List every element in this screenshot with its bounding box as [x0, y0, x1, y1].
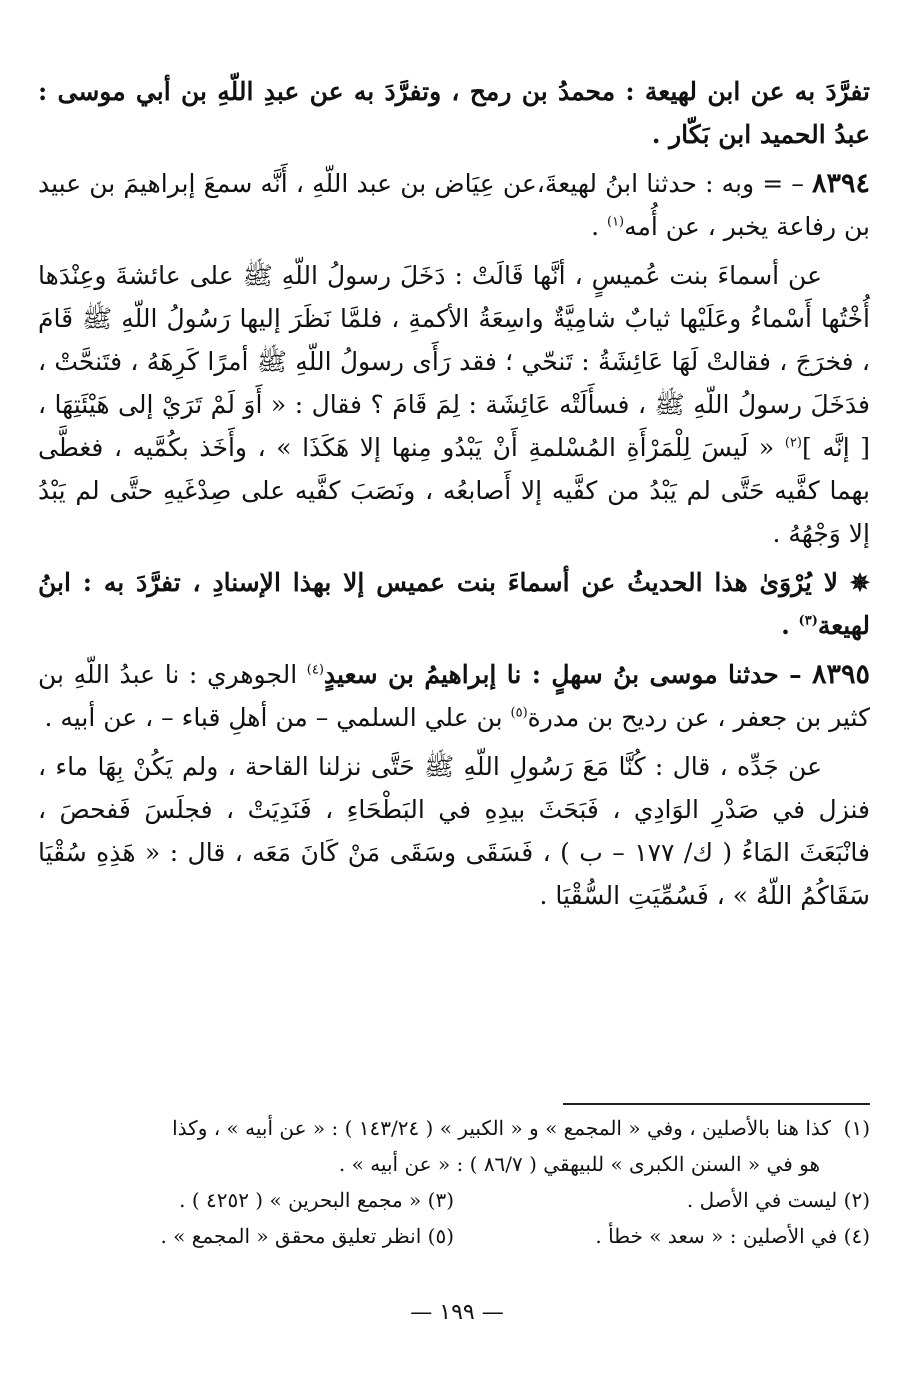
- footnote-separator: [563, 1103, 870, 1105]
- page-body: [38, 70, 870, 923]
- hadith-number: ٨٣٩٤: [811, 168, 870, 199]
- hadith-8394-isnad: [38, 162, 870, 248]
- note-text: لا يُرْوَىٰ هذا الحديثُ عن أسماءَ بنت عميس إلا بهذا الإسنادِ ، تفرَّدَ به : ابنُ لهيعة: [38, 568, 870, 640]
- footnote-row: [38, 1182, 870, 1218]
- footnote-5: (٥) انظر تعليق محقق « المجمع » .: [160, 1224, 454, 1248]
- isnad-text: – = وبه : حدثنا ابنُ لهيعةَ،عن عِيَاض بن عبد اللّهِ ، أَنَّه سمعَ إبراهيمَ بن عبيد بن رفاعة يخبر ، عن أُمه: [38, 169, 870, 241]
- matn-text: عن أسماءَ بنت عُميسٍ ، أنَّها قَالَتْ : دَخَلَ رسولُ اللّهِ ﷺ على عائشةَ وعِنْدَها أُخْتُها أَسْماءُ وعَلَيْها ثيابٌ شامِيَّةٌ واسِعَةُ الأكمةِ ، فلمَّا نَظَرَ إليها رَسُولُ اللّهِ ﷺ قَامَ ، فخرَجَ ، فقالتْ لَهَا عَائِشَةُ : تَنحّي ؛ فقد رَأَى رسولُ اللّهِ ﷺ أمرًا كَرِهَهُ ، فتَنحَّتْ ، فدَخَلَ رسولُ اللّهِ ﷺ ، فسأَلَتْه عَائِشَة : لِمَ قَامَ ؟ فقال : « أَوَ لَمْ تَرَيْ إلى هَيْئَتِهَا ، [ إنَّه ]: [38, 261, 870, 462]
- footnote-1: [38, 1110, 870, 1146]
- editor-note: [38, 561, 870, 647]
- isnad-end: .: [591, 212, 607, 241]
- paragraph-tafarrud: تفرَّدَ به عن ابن لهيعة : محمدُ بن رمح ، وتفرَّدَ به عن عبدِ اللّهِ بن أبي موسى : عبدُ الحميد ابن بَكّار .: [38, 77, 870, 149]
- hadith-8395-isnad: [38, 653, 870, 739]
- isnad-text: – حدثنا موسى بنُ سهلٍ : نا إبراهيمُ بن سعيدٍ: [323, 660, 812, 689]
- footnote-2: (٢) ليست في الأصل .: [686, 1188, 870, 1212]
- footnote-ref: (١): [606, 214, 625, 230]
- footnote-ref: (٣): [798, 613, 818, 629]
- footnote-ref: (٥): [510, 705, 528, 721]
- isnad-text-3: بن علي السلمي – من أهلِ قباء – ، عن أبيه .: [44, 703, 511, 732]
- page-number: — ١٩٩ —: [410, 1300, 504, 1325]
- footnote-ref: (٤): [306, 662, 324, 678]
- footnote-1-cont: هو في « السنن الكبرى » للبيهقي ( ٨٦/٧ ) : « عن أبيه » .: [338, 1152, 820, 1176]
- hadith-number: ٨٣٩٥: [811, 659, 870, 690]
- footnote-4: (٤) في الأصلين : « سعد » خطأ .: [595, 1224, 870, 1248]
- star-icon: ✵: [849, 568, 870, 597]
- footnote-row: [38, 1218, 870, 1254]
- note-end: .: [781, 611, 799, 640]
- matn-rest: « لَيسَ لِلْمَرْأَةِ المُسْلمةِ أَنْ يَبْدُو مِنها إلا هَكَذَا » ، وأَخَذ بكُمَّيه ، فغطَّى بهما كفَّيه حَتَّى لم يَبْدُ من كفَّيه إلا أَصابعُه ، ونَصَبَ كفَّيه على صِدْغَيهِ حتَّى لم يَبْدُ إلا وَجْهُهُ .: [38, 433, 870, 548]
- footnotes: [38, 1110, 870, 1254]
- hadith-8394-matn: [38, 254, 870, 555]
- footnote-text: كذا هنا بالأصلين ، وفي « المجمع » و « الكبير » ( ١٤٣/٢٤ ) : « عن أبيه » ، وكذا: [172, 1116, 831, 1140]
- footnote-3: (٣) « مجمع البحرين » ( ٤٢٥٢ ) .: [179, 1188, 454, 1212]
- footnote-ref: (٢): [784, 435, 802, 451]
- isnad-text-2: الجوهري : نا عبدُ اللّهِ بن كثير بن جعفر ، عن رديح بن مدرة: [38, 660, 870, 732]
- footnote-label: (١): [843, 1116, 870, 1140]
- hadith-8395-matn: عن جَدِّه ، قال : كُنَّا مَعَ رَسُولِ اللّهِ ﷺ حَتَّى نزلنا القاحة ، ولم يَكُنْ بِهَا ماء ، فنزل في صَدْرِ الوَادِي ، فَبَحَثَ بيدِهِ في البَطْحَاءِ ، فَنَدِيَتْ ، فجلَسَ فَفحصَ ، فانْبَعَثَ المَاءُ ( ك/ ١٧٧ – ب ) ، فَسَقَى وسَقَى مَنْ كَانَ مَعَه ، قال : « هَذِهِ سُقْيَا سَقَاكُمُ اللّهُ » ، فَسُمِّيَتِ السُّقْيَا .: [38, 752, 870, 910]
